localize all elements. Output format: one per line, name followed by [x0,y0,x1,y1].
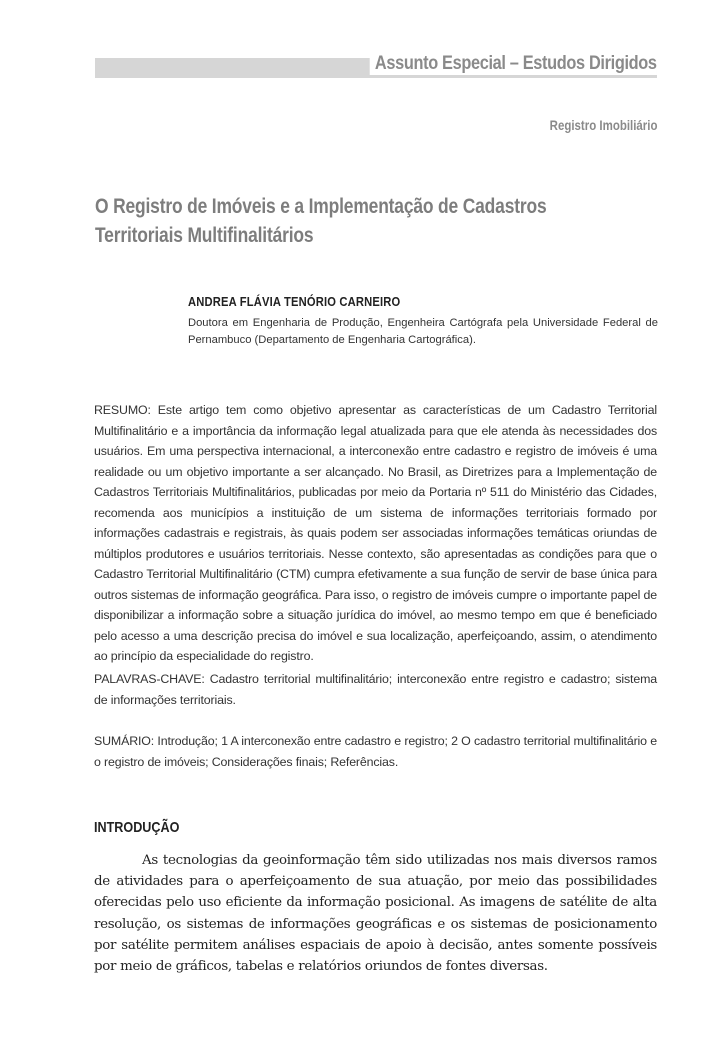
abstract: RESUMO: Este artigo tem como objetivo apresentar as características de um Cadastro Territorial Multifinalitário e a importância da informação legal atualizada para que ele atenda às necessidades dos usuários. Em uma perspectiva internacional, a interconexão entre cadastro e registro de imóveis é uma realidade ou um objetivo importante a ser alcançado. No Brasil, as Diretrizes para a Implementação de Cadastros Territoriais Multifinalitários, publicadas por meio da Portaria nº 511 do Ministério das Cidades, recomenda aos municípios a instituição de um sistema de informações territoriais formado por informações cadastrais e registrais, às quais podem ser associadas informações temáticas oriundas de múltiplos produtores e usuários territoriais. Nesse contexto, são apresentadas as condições para que o Cadastro Territorial Multifinalitário (CTM) cumpra efetivamente a sua função de servir de base única para outros sistemas de informação geográfica. Para isso, o registro de imóveis cumpre o importante papel de disponibilizar a informação sobre a situação jurídica do imóvel, ao mesmo tempo em que é beneficiado pelo acesso a uma descrição precisa do imóvel e sua localização, aperfeiçoando, assim, o atendimento ao princípio da especialidade do registro. [94,403,657,663]
section-subtitle: Registro Imobiliário [549,117,657,133]
section-title: Assunto Especial – Estudos Dirigidos [370,53,657,75]
introduction-text: As tecnologias da geoinformação têm sido utilizadas nos mais diversos ramos de atividades para o aperfeiçoamento de sua atuação, por meio das possibilidades oferecidas pelo uso eficiente da informação posicional. As imagens de satélite de alta resolução, os sistemas de informações geográficas e os sistemas de posicionamento por satélite permitem análises espaciais de apoio à decisão, antes somente possíveis por meio de gráficos, tabelas e relatórios oriundos de fontes diversas. [94,853,657,975]
author-bio: Doutora em Engenharia de Produção, Engenheira Cartógrafa pela Universidade Federal de Pernambuco (Departamento de Engenharia Cartográfica). [188,317,658,346]
author-block [188,294,658,349]
keywords: PALAVRAS-CHAVE: Cadastro territorial multifinalitário; interconexão entre registro e cadastro; sistema de informações territoriais. [94,672,657,707]
table-of-contents: SUMÁRIO: Introdução; 1 A interconexão entre cadastro e registro; 2 O cadastro territorial multifinalitário e o registro de imóveis; Considerações finais; Referências. [94,734,657,769]
author-name: ANDREA FLÁVIA TENÓRIO CARNEIRO [188,294,401,309]
introduction-heading: INTRODUÇÃO [94,819,180,836]
introduction-paragraph [94,850,657,977]
article-title: O Registro de Imóveis e a Implementação de Cadastros Territoriais Multifinalitários [95,195,547,247]
